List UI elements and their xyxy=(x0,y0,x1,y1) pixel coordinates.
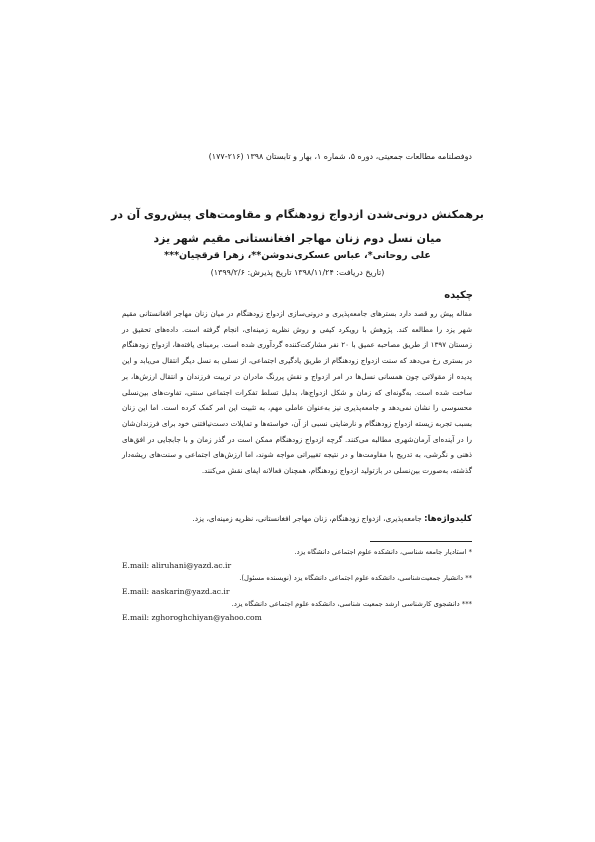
keywords-label: کلیدواژه‌ها: xyxy=(424,514,472,524)
received-accepted-dates: (تاریخ دریافت: ۱۳۹۸/۱۱/۲۴ تاریخ پذیرش: ۱۳۹۹/۲/۶) xyxy=(210,268,385,277)
footnote-1-email: E.mail: aliruhani@yazd.ac.ir xyxy=(122,561,232,570)
article-title-line-2: میان نسل دوم زنان مهاجر افغانستانی مقیم شهر یزد xyxy=(153,232,442,245)
footnote-2-email: E.mail: aaskarin@yazd.ac.ir xyxy=(122,587,230,596)
authors: علی روحانی*، عباس عسکری‌ندوشن**، زهرا قرقچیان*** xyxy=(164,250,431,261)
footnote-3-email: E.mail: zghoroghchiyan@yahoo.com xyxy=(122,613,262,622)
abstract-heading: چکیده xyxy=(444,290,473,301)
journal-header: دوفصلنامه مطالعات جمعیتی، دوره ۵، شماره ۱، بهار و تابستان ۱۳۹۸ (۲۱۶-۱۷۷) xyxy=(208,152,472,161)
keywords-text: جامعه‌پذیری، ازدواج زودهنگام، زنان مهاجر افغانستانی، نظریه زمینه‌ای، یزد. xyxy=(192,514,425,523)
abstract-body: مقاله پیش رو قصد دارد بسترهای جامعه‌پذیری و درونی‌سازی ازدواج زودهنگام در میان زنان مهاجر افغانستانی مقیم شهر یزد را مطالعه کند. پژوهش با رویکرد کیفی و روش نظریه زمینه‌ای، انجام گرفته است. داده‌های تحقیق در زمستان ۱۳۹۷ از طریق مصاحبه عمیق با ۲۰ نفر مشارکت‌کننده گردآوری شده است. برمبنای یافته‌ها، ازدواج زودهنگام در بستری رخ می‌دهد که سنت ازدواج زودهنگام از طریق یادگیری اجتماعی، از نسلی به نسل دیگر انتقال می‌یابد و این پدیده از مقولاتی چون همسانی نسل‌ها در امر ازدواج و نقش پررنگ مادران در تربیت فرزندان و انتقال ارزش‌ها، بر ساخت شده است. به‌گونه‌ای که زمان و شکل ازدواج‌ها، بدلیل تسلط تفکرات اجتماعی سنتی، تفاوت‌های بین‌نسلی محسوسی را نشان نمی‌دهد و جامعه‌پذیری نیز به‌عنوان عاملی مهم، به تثبیت این امر کمک کرده است. اما این زنان بسبب تجربه زیسته ازدواج زودهنگام و نارضایتی نسبی از آن، خواسته‌ها و تمایلات دست‌نیافتنی خود برای فرزندان‌شان را در آینده‌ای آرمان‌شهری مطالبه می‌کنند. گرچه ازدواج زودهنگام ممکن است در گذر زمان و با جابجایی در افق‌های ذهنی و نگرشی، به تدریج با مقاومت‌ها و در نتیجه تغییراتی مواجه شوند، اما ارزش‌های اجتماعی و سنت‌های ریشه‌دار گذشته، به‌صورت بین‌نسلی در بازتولید ازدواج زودهنگام، همچنان فعالانه ایفای نقش می‌کنند. xyxy=(122,309,472,476)
keywords xyxy=(122,514,472,524)
footnote-2: ** دانشیار جمعیت‌شناسی، دانشکده علوم اجتماعی دانشگاه یزد (نویسنده مسئول). xyxy=(239,574,472,582)
footnote-separator xyxy=(370,541,472,542)
footnote-1: * استادیار جامعه شناسی، دانشکده علوم اجتماعی دانشگاه یزد. xyxy=(294,548,472,556)
footnote-3: *** دانشجوی کارشناسی ارشد جمعیت شناسی، دانشکده علوم اجتماعی دانشگاه یزد. xyxy=(231,600,472,608)
article-title-line-1: برهمکنش درونی‌شدن ازدواج زودهنگام و مقاومت‌های پیش‌روی آن در xyxy=(111,208,484,221)
